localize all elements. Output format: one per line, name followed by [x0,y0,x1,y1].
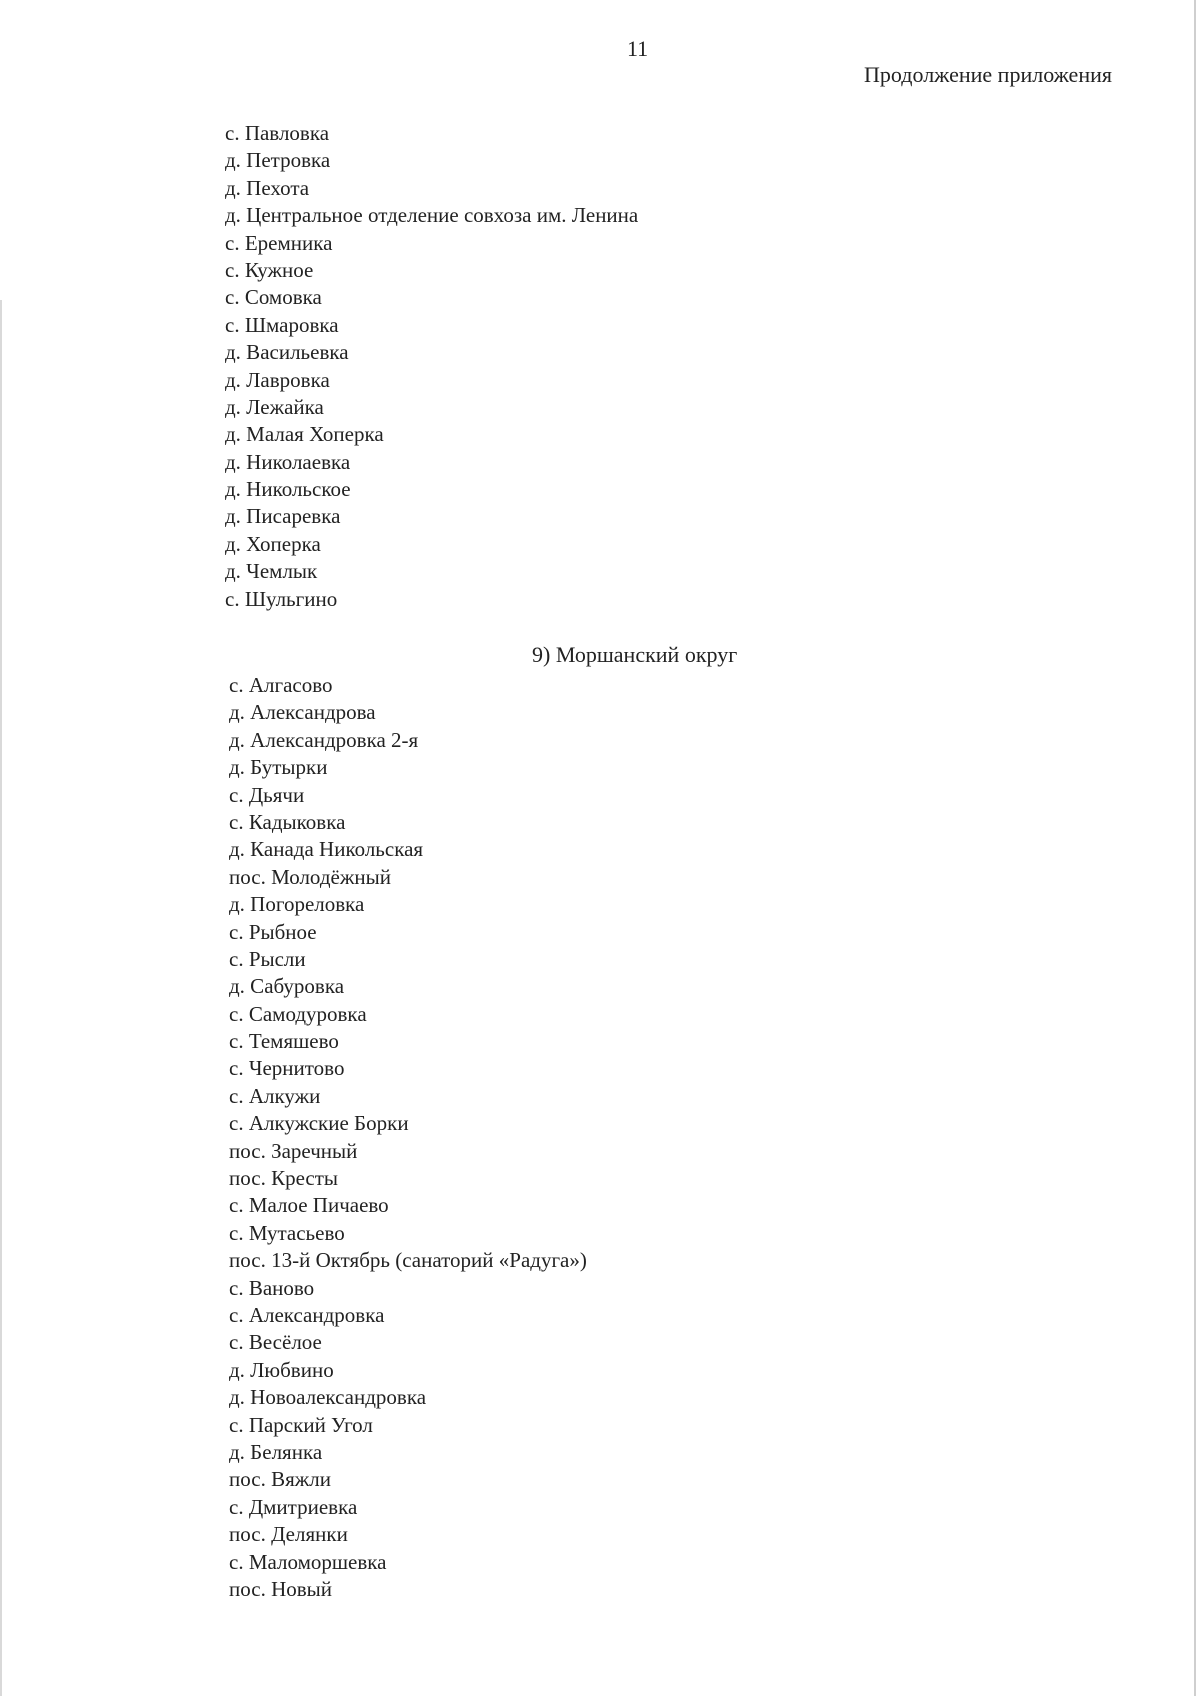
list-item: с. Рысли [229,946,306,971]
list-item: пос. 13-й Октябрь (санаторий «Радуга») [229,1248,587,1273]
list-item: с. Дьячи [229,782,305,807]
list-item: д. Александровка 2-я [229,727,419,752]
list-item: с. Павловка [225,121,330,145]
list-item: с. Шмаровка [225,312,339,337]
list-item: с. Темяшево [229,1029,339,1054]
list-item: с. Малое Пичаево [229,1193,389,1218]
list-item: с. Сомовка [225,285,322,310]
section-8-list [225,120,638,613]
list-item: с. Александровка [229,1302,385,1327]
scan-edge-right [1194,0,1196,1696]
list-item: д. Погореловка [229,892,365,917]
list-item: д. Никольское [225,477,351,502]
list-item: с. Алгасово [229,673,333,697]
list-item: д. Лавровка [225,367,330,392]
list-item: с. Еремника [225,230,333,255]
list-item: с. Весёлое [229,1330,322,1355]
list-item: д. Центральное отделение совхоза им. Ленина [225,203,639,228]
list-item: д. Лежайка [225,394,324,419]
continuation-label: Продолжение приложения [864,62,1112,87]
list-item: с. Алкужские Борки [229,1111,409,1136]
list-item: пос. Вяжли [229,1467,331,1492]
list-item: с. Парский Угол [229,1412,373,1437]
list-item: д. Белянка [229,1439,323,1464]
list-item: пос. Делянки [229,1522,348,1547]
list-item: д. Петровка [225,148,331,173]
list-item: д. Хоперка [225,531,321,556]
list-item: д. Писаревка [225,504,341,529]
list-item: с. Кадыковка [229,809,346,834]
list-item: с. Ваново [229,1275,315,1300]
list-item: с. Маломоршевка [229,1549,387,1574]
list-item: с. Дмитриевка [229,1494,358,1519]
list-item: с. Рыбное [229,919,317,944]
list-item: д. Николаевка [225,449,351,474]
list-item: д. Сабуровка [229,974,345,999]
list-item: д. Бутырки [229,755,328,780]
list-item: пос. Кресты [229,1166,339,1191]
list-item: д. Любвино [229,1357,334,1382]
list-item: д. Александрова [229,700,376,725]
section-9-heading: 9) Моршанский округ [532,642,738,667]
list-item: д. Малая Хоперка [225,422,384,447]
list-item: д. Пехота [225,175,310,200]
list-item: пос. Молодёжный [229,864,391,889]
list-item: д. Канада Никольская [229,837,424,862]
list-item: с. Алкужи [229,1083,321,1108]
list-item: с. Чернитово [229,1056,345,1081]
list-item: д. Чемлык [225,559,318,584]
section-9-list [229,672,587,1603]
list-item: с. Шульгино [225,586,338,611]
list-item: пос. Заречный [229,1138,358,1163]
list-item: с. Мутасьево [229,1220,345,1245]
list-item: с. Кужное [225,257,314,282]
scan-edge-left [0,300,2,1696]
list-item: пос. Новый [229,1576,333,1601]
list-item: д. Васильевка [225,340,349,365]
list-item: д. Новоалександровка [229,1385,427,1410]
page-number: 11 [627,36,649,61]
list-item: с. Самодуровка [229,1001,367,1026]
